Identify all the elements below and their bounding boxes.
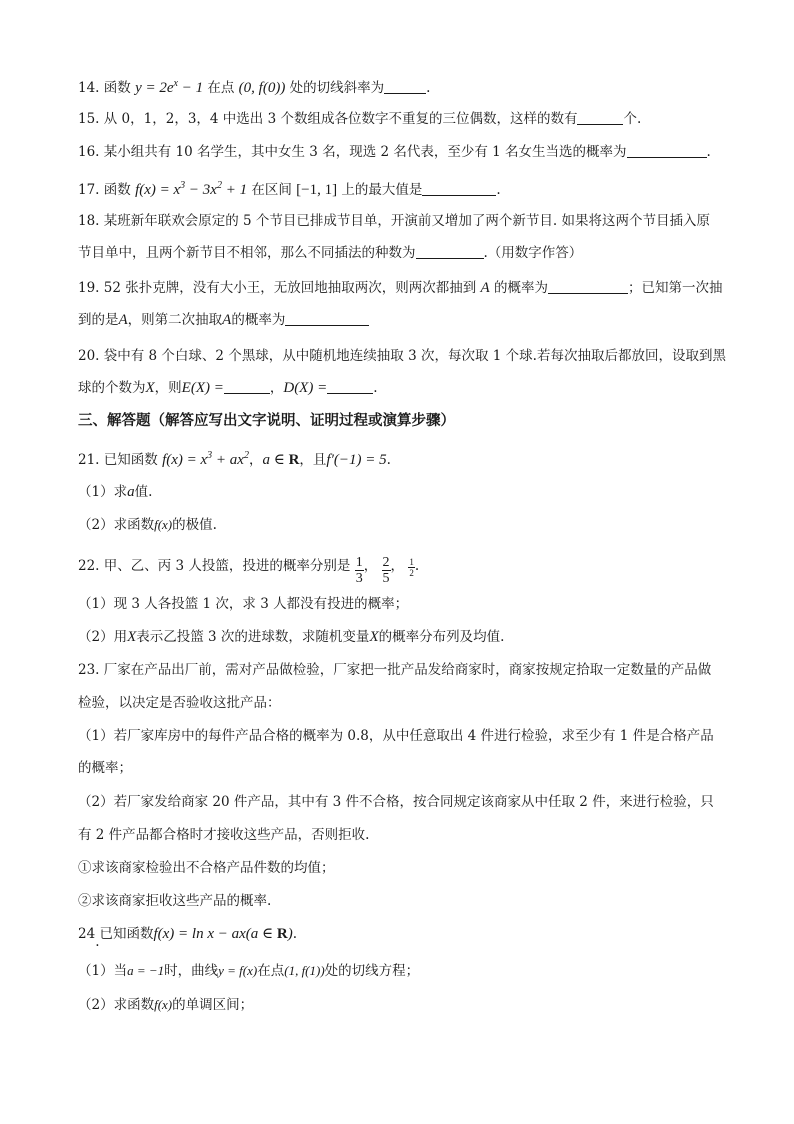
question-23-line-2: 检验，以决定是否验收这批产品： bbox=[78, 695, 281, 711]
question-19-line-2: 到的是A，则第二次抽取A的概率为 bbox=[78, 310, 728, 330]
answer-blank[interactable] bbox=[416, 244, 484, 259]
answer-blank[interactable] bbox=[422, 181, 496, 196]
answer-blank[interactable] bbox=[327, 379, 373, 394]
question-20-line-1: 20. 袋中有 8 个白球、2 个黑球，从中随机地连续抽取 3 次，每次取 1 个球.若每次抽取后都放回，设取到黑 bbox=[78, 348, 726, 364]
question-15: 15. 从 0，1，2，3，4 中选出 3 个数组成各位数字不重复的三位偶数，这样的数有 个. bbox=[78, 111, 642, 127]
fraction: $\frac{1}{3}$ bbox=[355, 555, 363, 586]
answer-blank[interactable] bbox=[224, 379, 270, 394]
question-23-part-1a: （1）若厂家库房中的每件产品合格的概率为 0.8，从中任意取出 4 件进行检验，求至少有 1 件是合格产品 bbox=[78, 728, 714, 744]
question-24-part-2: （2）求函数f(x)的单调区间； bbox=[78, 997, 254, 1013]
fraction: $\frac{1}{2}$ bbox=[409, 557, 414, 578]
question-16: 16. 某小组共有 10 名学生，其中女生 3 名，现选 2 名代表，至少有 1 名女生当选的概率为 . bbox=[78, 144, 711, 160]
question-23-sub-2: ②求该商家拒收这些产品的概率. bbox=[78, 893, 272, 909]
answer-blank[interactable] bbox=[577, 110, 623, 125]
question-18-line-1: 18. 某班新年联欢会原定的 5 个节目已排成节目单，开演前又增加了两个新节目. 如果将这两个节目插入原 bbox=[78, 213, 711, 229]
question-23-part-2b: 有 2 件产品都合格时才接收这些产品，否则拒收. bbox=[78, 827, 370, 843]
question-21: 21. 已知函数 $f(x) = x^3 + ax^2$，a ∈ R，且f′(−1) = 5. bbox=[78, 450, 391, 468]
question-17: 17. 函数 $f(x) = x^3 - 3x^2 + 1$ 在区间 [−1, 1] 上的最大值是 . bbox=[78, 180, 501, 198]
question-23-part-2a: （2）若厂家发给商家 20 件产品，其中有 3 件不合格，按合同规定该商家从中任取 2 件，来进行检验，只 bbox=[78, 794, 714, 810]
fraction: $\frac{2}{5}$ bbox=[382, 555, 390, 586]
answer-blank[interactable] bbox=[285, 311, 369, 326]
question-21-part-1: （1）求a值. bbox=[78, 484, 153, 500]
section-title: 三、解答题（解答应写出文字说明、证明过程或演算步骤） bbox=[78, 413, 455, 429]
answer-blank[interactable] bbox=[627, 143, 707, 158]
answer-blank[interactable] bbox=[548, 279, 628, 294]
question-18-line-2: 节目单中，且两个新节目不相邻，那么不同插法的种数为 .（用数字作答） bbox=[78, 245, 583, 261]
question-22-part-2: （2）用X表示乙投篮 3 次的进球数，求随机变量X的概率分布列及均值. bbox=[78, 629, 505, 645]
question-21-part-2: （2）求函数f(x)的极值. bbox=[78, 517, 217, 533]
question-22: 22. 甲、乙、丙 3 人投篮，投进的概率分别是 $\frac{1}{3}$ ， $\frac{2}{5}$ ， $\frac{1}{2}$ . bbox=[78, 555, 420, 586]
question-19-line-1: 19. 52 张扑克牌，没有大小王，无放回地抽取两次，则两次都抽到 A 的概率为 ；已知第一次抽 bbox=[78, 280, 723, 296]
question-22-part-1: （1）现 3 人各投篮 1 次，求 3 人都没有投进的概率； bbox=[78, 596, 409, 612]
question-14: 14. 函数 $y = 2e^x - 1$ 在点 (0, f(0)) 处的切线斜率为 . bbox=[78, 78, 431, 96]
question-24: 24.已知函数f(x) = ln x − ax(a ∈ R). bbox=[78, 926, 298, 950]
answer-blank[interactable] bbox=[384, 79, 426, 94]
question-20-line-2: 球的个数为X，则E(X) = ，D(X) = . bbox=[78, 380, 378, 396]
question-23-line-1: 23. 厂家在产品出厂前，需对产品做检验，厂家把一批产品发给商家时，商家按规定拾取一定数量的产品做 bbox=[78, 662, 712, 678]
question-24-part-1: （1）当a = −1时，曲线y = f(x)在点(1, f(1))处的切线方程； bbox=[78, 963, 420, 979]
math-expr: $y = 2e^x - 1$ bbox=[135, 78, 204, 96]
question-23-sub-1: ①求该商家检验出不合格产品件数的均值； bbox=[78, 860, 335, 876]
math-expr: $f(x) = x^3 - 3x^2 + 1$ bbox=[135, 180, 248, 198]
question-23-part-1b: 的概率； bbox=[78, 760, 132, 776]
